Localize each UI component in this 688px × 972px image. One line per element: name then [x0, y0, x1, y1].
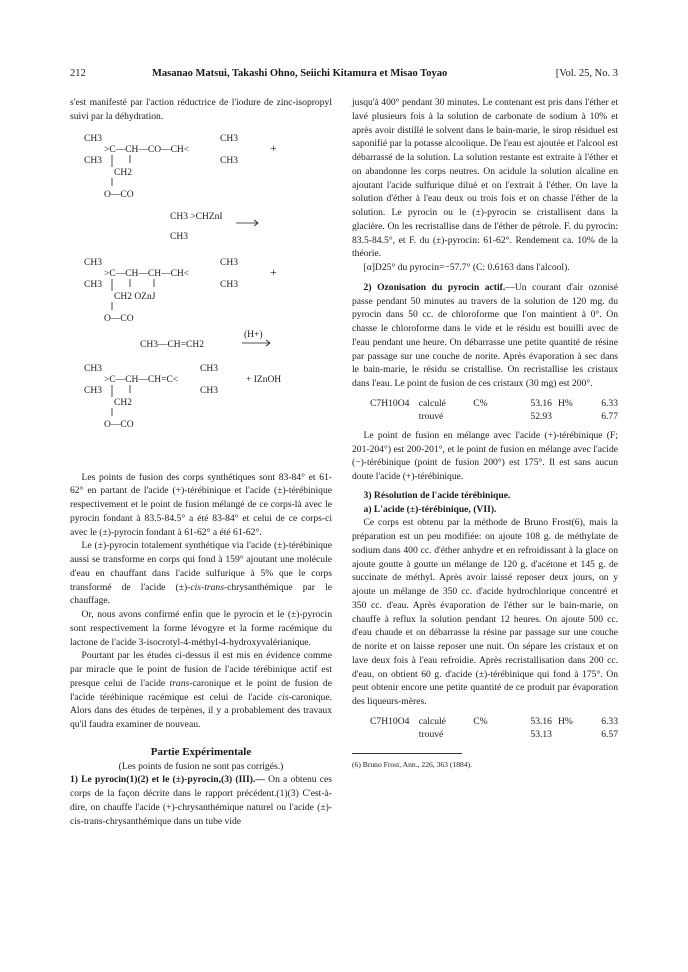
c-percent-label: C% — [473, 397, 488, 409]
methylene-label: CH2 — [114, 397, 132, 408]
formula: C7H10O4 — [370, 397, 410, 409]
calc-label: calculé — [418, 715, 446, 727]
methyl-label: CH3 — [84, 257, 102, 268]
item-1-body: On a obtenu ces corps de la façon décrite dans le rapport précédent.(1)(3) C'est-à-dire, on chauffe l'acide (+)-chrysanthémique naturel ou l'acide (±)-cis-trans-chrysanthémique dans un tube vide — [70, 774, 332, 827]
item-2 — [352, 281, 618, 391]
catalyst-label: (H+) — [244, 329, 263, 340]
lactone-ring-label: O—CO — [104, 189, 134, 200]
ketone-chain: >C—CH—CO—CH< — [104, 144, 190, 155]
item-3-heading: 3) Résolution de l'acide térébinique. — [363, 489, 511, 501]
h-found-value: 6.77 — [601, 410, 619, 422]
footnote: (6) Bruno Frost, Ann., 226, 363 (1884). — [352, 759, 473, 769]
methyl-label: CH3 — [220, 257, 238, 268]
journal-reference: [Vol. 25, No. 3 — [555, 68, 618, 79]
h-calc-value: 6.33 — [601, 715, 619, 727]
methyl-label: CH3 — [84, 363, 102, 374]
c-calc-value: 53.16 — [530, 397, 552, 409]
h-percent-label: H% — [557, 715, 573, 727]
running-authors: Masanao Matsui, Takashi Ohno, Seiichi Kitamura et Misao Toyao — [152, 68, 448, 79]
item-2-heading: 2) Ozonisation du pyrocin actif. — [363, 281, 506, 293]
lactone-ring-label: O—CO — [104, 313, 134, 324]
elemental-analysis-2 — [370, 715, 618, 741]
methyl-label: CH3 — [84, 385, 102, 396]
page-number: 212 — [70, 68, 86, 79]
c-calc-value: 53.16 — [530, 715, 552, 727]
paragraph-mixed-melting-point: Le point de fusion en mélange avec l'acide (+)-térébinique (F; 201-204°) est 200-201°, et le point de fusion en mélange avec l'acide (−)-térébinique (point de fusion 200°) est 175°. Il est sans aucun doute l'acide (+)-térébinique. — [352, 429, 618, 482]
pyrocin-chain: >C—CH—CH=C< — [104, 374, 179, 385]
plus-sign: + — [270, 264, 277, 279]
methyl-label: CH3 — [170, 231, 188, 242]
paragraph-frost-method: Ce corps est obtenu par la méthode de Bruno Frost(6), mais la préparation est un peu modifiée: on ajoute 108 g. de méthylate de sodium dans 400 cc. d'éther anhydre et en refroidissant à la glace on ajoute goutte à goutte un mélange de 120 g. d'acétone et 145 g. de succinate de méthyl. Après avoir laissé reposer deux jours, on y ajoute un mélange de 350 cc. d'acide hydrochlorique concentré et 350 cc. d'eau. Après évaporation de l'éther sur le bain-marie, on chauffe à reflux la solution pendant 12 heures. On ajoute 500 cc. d'eau chaude et on débarrasse la résine par passage sur une couche de norite et on laisse reposer une nuit. On sépare les cristaux et on lave deux fois à l'eau refroidie. Après recristallisation dans 200 cc. d'eau, on obtient 60 g. d'acide (±)-térébinique qui fond à 175°. On peut obtenir encore une petite quantité de ce produit par évaporation des liqueurs-mères. — [352, 517, 618, 707]
byproduct-label: + IZnOH — [246, 374, 282, 385]
paragraph-terpenes: Pourtant par les études ci-dessus il est mis en évidence comme par miracle que le point de fusion de l'acide térébinique actif est presque celui de l'acide trans-caronique et le point de fusion de l'acide térébinique racémique est celui de l'acide cis-caronique. Alors dans des études de terpènes, il y a probablement des travaux qu'il faudra examiner de nouveau. — [70, 650, 332, 730]
methyl-label: CH3 — [200, 363, 218, 374]
calc-label: calculé — [418, 397, 446, 409]
item-3a-heading: a) L'acide (±)-térébinique, (VII). — [363, 503, 497, 515]
item-2-body: —Un courant d'air ozonisé passe pendant 50 minutes au travers de la solution de 120 mg. du pyrocin dans 50 cc. de chloroforme que l'on maintient à 0°. On chasse le chloroforme dans le vide et le résidu est bouilli avec de l'eau pendant une heure. On débarrasse une petite quantité de résine par passage sur une couche de norite. Après évaporation à sec dans le bain-marie, le résidu se cristallise. On recristallise les cristaux dans l'eau. Le point de fusion de ces cristaux (30 mg) est 200°. — [352, 281, 618, 389]
c-found-value: 52.93 — [530, 410, 552, 422]
found-label: trouvé — [418, 410, 444, 422]
paragraph-synthetic-pyrocin: Le (±)-pyrocin totalement synthétique via l'acide (±)-térébinique aussi se transforme en corps qui fond à 159° ajoutant une molécule d'eau en chauffant dans l'acide sulfurique à 5% que le corps transformé de l'acide (±)-cis-trans-chrysanthémique par le chauffage. — [70, 540, 332, 607]
methyl-label: CH3 — [84, 279, 102, 290]
methyl-label: CH3 — [220, 279, 238, 290]
reaction-scheme — [70, 127, 332, 467]
section-title: Partie Expérimentale — [150, 745, 252, 758]
elemental-analysis-1 — [370, 397, 618, 423]
methyl-label: CH3 — [200, 385, 218, 396]
paragraph-procedure: jusqu'à 400° pendant 30 minutes. Le contenant est pris dans l'éther et lavé plusieurs fois à la solution de carbonate de sodium à 10% et après avoir distillé le solvent dans le bain-marie, le sirop résiduel est saponifié par la potasse alcoolique. De l'eau est ajoutée et l'alcool est débarrassé de la solution. La solution restante est extraite à l'éther et on abandonne les corps neutres. On acidule la solution alcaline en ajoutant l'acide sulfurique dilué et on l'extrait à l'éther. On lave la solution d'éther à l'eau deux ou trois fois et on chasse l'éther de la solution. Le pyrocin ou le (±)-pyrocin se cristallisent dans la glacière. On les recristallise dans de l'éther de pétrole. F. du pyrocin: 83.5-84.5°, et F. du (±)-pyrocin: 61-62°. Rendement ca. 10% de la théorie. — [352, 97, 618, 260]
h-found-value: 6.57 — [601, 728, 619, 740]
right-column — [352, 96, 618, 772]
reagent-label: CH3 >CHZnI — [170, 211, 223, 222]
methyl-label: CH3 — [84, 133, 102, 144]
reaction-scheme-drawing — [70, 127, 332, 467]
formula: C7H10O4 — [370, 715, 410, 727]
item-1-heading: 1) Le pyrocin(1)(2) et le (±)-pyrocin,(3) (III).— — [70, 774, 265, 786]
alkoxide-chain: >C—CH—CH—CH< — [104, 268, 190, 279]
methyl-label: CH3 — [84, 155, 102, 166]
section-note: (Les points de fusion ne sont pas corrigés.) — [118, 760, 284, 772]
optical-rotation: [α]D25° du pyrocin=−57.7° (C: 0.6163 dans l'alcool). — [363, 262, 570, 273]
methylene-label: CH2 — [114, 167, 132, 178]
intro-paragraph: s'est manifesté par l'action réductrice de l'iodure de zinc-isopropyl suivi par la déhydration. — [70, 97, 332, 122]
lactone-ring-label: O—CO — [104, 419, 134, 430]
methyl-label: CH3 — [220, 155, 238, 166]
methyl-label: CH3 — [220, 133, 238, 144]
methylene-oznj-label: CH2 OZnJ — [114, 291, 156, 302]
h-calc-value: 6.33 — [601, 397, 619, 409]
found-label: trouvé — [418, 728, 444, 740]
left-column — [70, 96, 332, 828]
h-percent-label: H% — [557, 397, 573, 409]
plus-sign: + — [270, 140, 277, 155]
running-header — [70, 68, 618, 82]
c-percent-label: C% — [473, 715, 488, 727]
footnote-divider — [352, 753, 462, 754]
paragraph-melting-points: Les points de fusion des corps synthétiques sont 83-84° et 61-62° en partant de l'acide (+)-térébinique et l'acide (±)-térébinique respectivement et le point de fusion mélangé de ce corps-là avec le pyrocin fondant à 83.5-84.5° a été 83-84° et celui de ce corps-ci avec le (±)-pyrocin fondant à 61-62° a été 61-62°. — [70, 471, 332, 538]
item-1 — [70, 773, 332, 828]
paragraph-confirmation: Or, nous avons confirmé enfin que le pyrocin et le (±)-pyrocin sont respectivement la forme lévogyre et la forme racémique du lactone de l'acide 3-isocrotyl-4-méthyl-4-hydroxyvalérianique. — [70, 609, 332, 648]
propene-label: CH3—CH=CH2 — [140, 339, 204, 350]
c-found-value: 53.13 — [530, 728, 552, 740]
